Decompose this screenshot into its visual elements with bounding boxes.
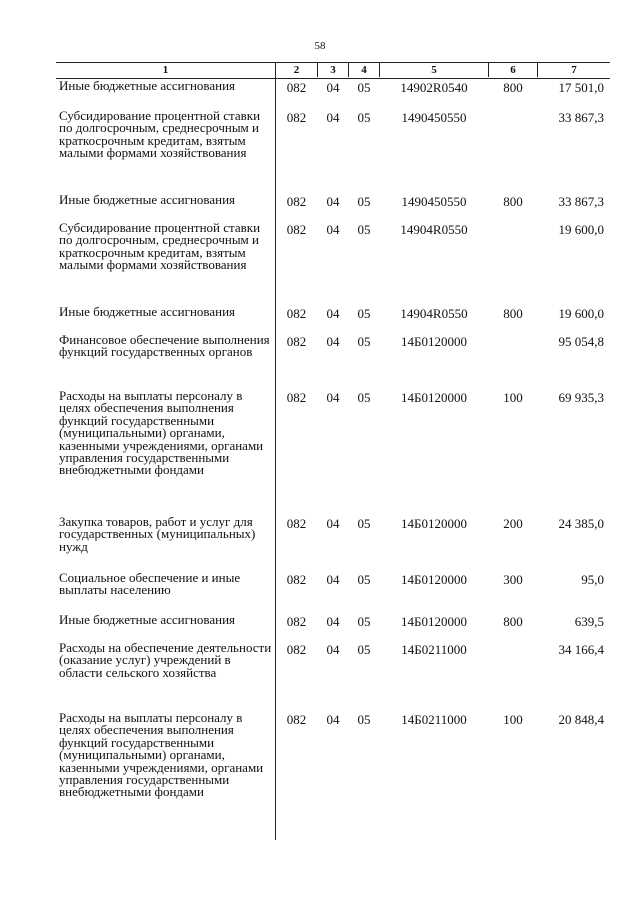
- row-amount: 95 054,8: [558, 334, 604, 349]
- row-ministry-code: 082: [286, 390, 307, 405]
- row-section: 04: [326, 222, 340, 237]
- row-amount: 19 600,0: [558, 306, 604, 321]
- row-amount: 69 935,3: [558, 390, 604, 405]
- row-ministry-code: 082: [286, 642, 307, 657]
- row-expense-type: 300: [503, 572, 523, 587]
- row-amount: 24 385,0: [558, 516, 604, 531]
- row-ministry-code: 082: [286, 334, 307, 349]
- row-section: 04: [326, 614, 340, 629]
- row-amount: 33 867,3: [558, 110, 604, 125]
- row-target-code: 14Б0120000: [401, 614, 467, 629]
- row-subsection: 05: [357, 334, 371, 349]
- row-name: Расходы на выплаты персоналу в целях обеспечения выполнения функций государственными (муниципальными) органами, казенными учреждениями, органами управления государственными внебюджетными фондами: [59, 388, 264, 478]
- row-section: 04: [326, 516, 340, 531]
- row-target-code: 1490450550: [401, 194, 467, 209]
- row-amount: 33 867,3: [558, 194, 604, 209]
- row-target-code: 14Б0120000: [401, 334, 467, 349]
- row-section: 04: [326, 110, 340, 125]
- row-ministry-code: 082: [286, 516, 307, 531]
- row-target-code: 14Б0211000: [401, 712, 467, 727]
- row-name: Финансовое обеспечение выполнения функций государственных органов: [59, 332, 270, 360]
- row-amount: 34 166,4: [558, 642, 604, 657]
- row-ministry-code: 082: [286, 614, 307, 629]
- row-section: 04: [326, 390, 340, 405]
- row-subsection: 05: [357, 390, 371, 405]
- row-section: 04: [326, 194, 340, 209]
- row-subsection: 05: [357, 516, 371, 531]
- row-subsection: 05: [357, 306, 371, 321]
- row-name: Иные бюджетные ассигнования: [59, 192, 236, 207]
- column-divider: [348, 62, 349, 77]
- row-subsection: 05: [357, 614, 371, 629]
- row-amount: 95,0: [581, 572, 604, 587]
- row-target-code: 14Б0120000: [401, 390, 467, 405]
- row-expense-type: 100: [503, 712, 523, 727]
- budget-table: [56, 62, 610, 905]
- header-col-5: 5: [431, 64, 437, 76]
- row-name: Расходы на выплаты персоналу в целях обеспечения выполнения функций государственными (муниципальными) органами, казенными учреждениями, органами управления государственными внебюджетными фондами: [59, 710, 264, 800]
- row-expense-type: 200: [503, 516, 523, 531]
- header-col-4: 4: [361, 64, 367, 76]
- row-amount: 639,5: [574, 614, 604, 629]
- row-ministry-code: 082: [286, 222, 307, 237]
- row-name: Субсидирование процентной ставки по долгосрочным, среднесрочным и краткосрочным кредитам, взятым малыми формами хозяйствования: [59, 108, 261, 161]
- row-ministry-code: 082: [286, 110, 307, 125]
- row-section: 04: [326, 572, 340, 587]
- row-name: Закупка товаров, работ и услуг для государственных (муниципальных) нужд: [59, 514, 256, 554]
- row-name: Расходы на обеспечение деятельности (оказание услуг) учреждений в области сельского хозяйства: [59, 640, 272, 680]
- row-section: 04: [326, 334, 340, 349]
- column-divider: [537, 62, 538, 77]
- row-subsection: 05: [357, 572, 371, 587]
- row-ministry-code: 082: [286, 80, 307, 95]
- header-col-1: 1: [162, 64, 169, 76]
- row-target-code: 14904R0550: [400, 306, 468, 321]
- row-section: 04: [326, 712, 340, 727]
- row-subsection: 05: [357, 642, 371, 657]
- row-name: Субсидирование процентной ставки по долгосрочным, среднесрочным и краткосрочным кредитам, взятым малыми формами хозяйствования: [59, 220, 261, 273]
- row-subsection: 05: [357, 712, 371, 727]
- column-divider: [379, 62, 380, 77]
- row-subsection: 05: [357, 194, 371, 209]
- row-target-code: 14Б0211000: [401, 642, 467, 657]
- row-target-code: 1490450550: [401, 110, 467, 125]
- row-section: 04: [326, 642, 340, 657]
- row-ministry-code: 082: [286, 712, 307, 727]
- row-ministry-code: 082: [286, 306, 307, 321]
- row-expense-type: 800: [503, 80, 523, 95]
- row-amount: 17 501,0: [558, 80, 604, 95]
- row-section: 04: [326, 306, 340, 321]
- header-col-3: 3: [330, 64, 336, 76]
- row-amount: 19 600,0: [558, 222, 604, 237]
- row-expense-type: 100: [503, 390, 523, 405]
- row-section: 04: [326, 80, 340, 95]
- header-col-2: 2: [293, 64, 300, 76]
- column-divider: [317, 62, 318, 77]
- row-expense-type: 800: [503, 614, 523, 629]
- row-target-code: 14904R0550: [400, 222, 468, 237]
- row-target-code: 14902R0540: [400, 80, 468, 95]
- row-subsection: 05: [357, 222, 371, 237]
- row-subsection: 05: [357, 110, 371, 125]
- row-name: Иные бюджетные ассигнования: [59, 612, 236, 627]
- row-name: Иные бюджетные ассигнования: [59, 304, 236, 319]
- row-subsection: 05: [357, 80, 371, 95]
- header-col-7: 7: [571, 64, 577, 76]
- row-ministry-code: 082: [286, 572, 307, 587]
- row-ministry-code: 082: [286, 194, 307, 209]
- row-expense-type: 800: [503, 306, 523, 321]
- row-expense-type: 800: [503, 194, 523, 209]
- row-name: Иные бюджетные ассигнования: [59, 78, 236, 93]
- column-divider: [488, 62, 489, 77]
- table-header: [56, 62, 610, 79]
- row-target-code: 14Б0120000: [401, 572, 467, 587]
- row-amount: 20 848,4: [558, 712, 604, 727]
- row-name: Социальное обеспечение и иные выплаты населению: [59, 570, 241, 598]
- page-number: 58: [314, 40, 326, 52]
- row-target-code: 14Б0120000: [401, 516, 467, 531]
- header-col-6: 6: [510, 64, 516, 76]
